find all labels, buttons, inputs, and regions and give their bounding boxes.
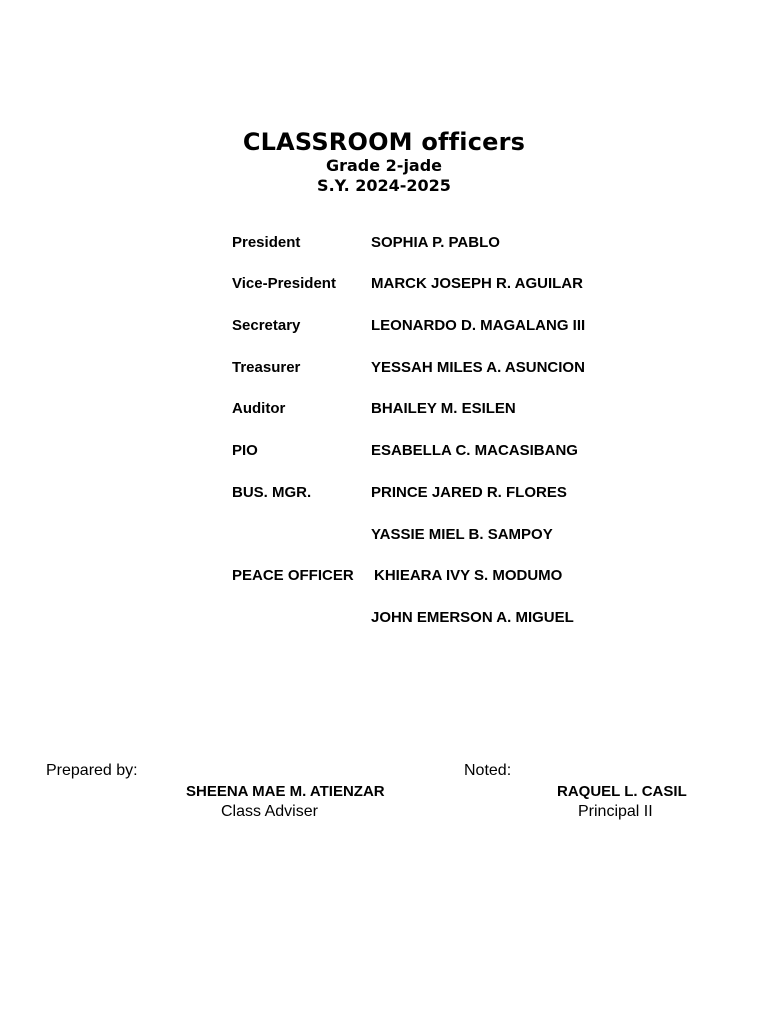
officer-position: President — [232, 234, 301, 251]
officer-name: PRINCE JARED R. FLORES — [371, 484, 567, 501]
officer-name: BHAILEY M. ESILEN — [371, 400, 516, 417]
page-title: CLASSROOM officers — [242, 128, 526, 156]
officer-name: MARCK JOSEPH R. AGUILAR — [371, 275, 583, 292]
officer-name: KHIEARA IVY S. MODUMO — [374, 567, 563, 584]
officer-name: JOHN EMERSON A. MIGUEL — [371, 609, 574, 626]
officer-position: Vice-President — [232, 275, 336, 292]
officer-position: Auditor — [232, 400, 286, 417]
noted-label: Noted: — [464, 762, 512, 779]
officer-position: Treasurer — [232, 359, 301, 376]
adviser-name: SHEENA MAE M. ATIENZAR — [186, 783, 385, 800]
officer-name: ESABELLA C. MACASIBANG — [371, 442, 578, 459]
officer-name: SOPHIA P. PABLO — [371, 234, 500, 251]
officer-position: PEACE OFFICER — [232, 567, 354, 584]
officer-position: PIO — [232, 442, 258, 459]
officer-name: YESSAH MILES A. ASUNCION — [371, 359, 585, 376]
principal-role: Principal II — [578, 803, 653, 820]
officer-position: Secretary — [232, 317, 301, 334]
officer-position: BUS. MGR. — [232, 484, 312, 501]
prepared-by-label: Prepared by: — [46, 762, 138, 779]
adviser-role: Class Adviser — [221, 803, 318, 820]
officer-name: YASSIE MIEL B. SAMPOY — [371, 526, 553, 543]
grade-section: Grade 2-jade — [325, 156, 443, 175]
officer-name: LEONARDO D. MAGALANG III — [371, 317, 586, 334]
principal-name: RAQUEL L. CASIL — [557, 783, 687, 800]
school-year: S.Y. 2024-2025 — [317, 176, 451, 195]
